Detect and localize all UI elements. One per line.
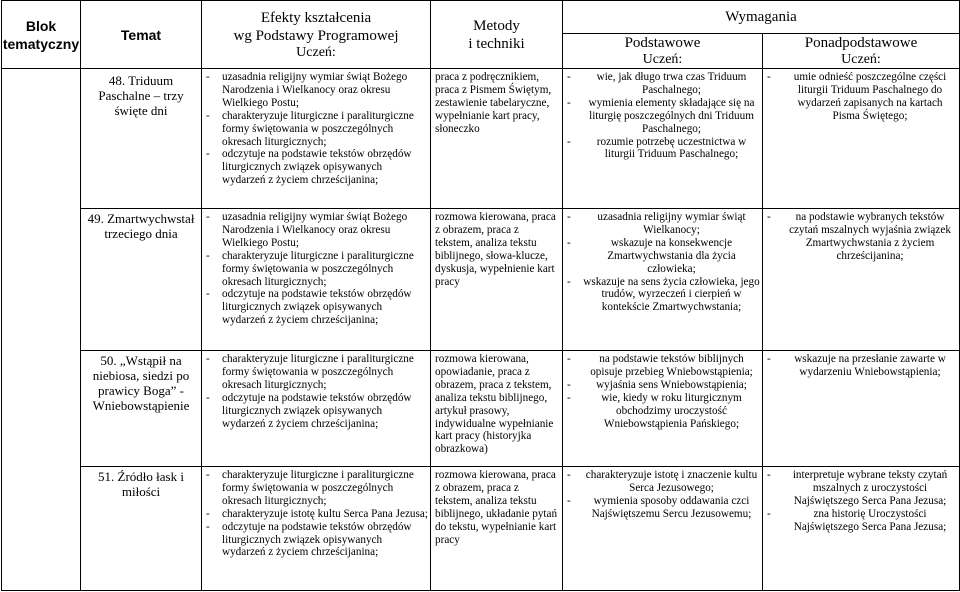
list-item: - interpretuje wybrane teksty czytań mszalnych z uroczystości Najświętszego Serca Pana Jezusa;: [765, 469, 957, 508]
header-wymagania: Wymagania: [563, 1, 960, 34]
ponad-list: [763, 209, 959, 263]
ponad-list: [763, 467, 959, 534]
efekty-cell: [202, 209, 431, 351]
efekty-list: [202, 209, 430, 327]
temat-cell: 50. „Wstąpił na niebiosa, siedzi po prawicy Boga” - Wniebowstąpienie: [81, 351, 202, 467]
podstawowe-cell: [563, 69, 763, 209]
metody-cell: rozmowa kierowana, praca z obrazem, praca z tekstem, analiza tekstu biblijnego, słowa-klucze, dyskusja, wypełnienie kart pracy: [431, 209, 563, 351]
table-row: [2, 209, 960, 351]
list-item: - wie, kiedy w roku liturgicznym obchodzimy uroczystość Wniebowstąpienia Pańskiego;: [565, 392, 760, 431]
list-item: - uzasadnia religijny wymiar świąt Wielkanocy;: [565, 211, 760, 237]
list-item: - na podstawie tekstów biblijnych opisuje przebieg Wniebowstąpienia;: [565, 353, 760, 379]
header-efekty: [202, 1, 431, 69]
ponad-cell: [763, 467, 960, 591]
list-item: - uzasadnia religijny wymiar świąt Bożego Narodzenia i Wielkanocy oraz okresu Wielkiego Postu;: [204, 211, 428, 250]
header-temat: Temat: [81, 1, 202, 69]
list-item: - na podstawie wybranych tekstów czytań mszalnych wyjaśnia związek Zmartwychwstania z życiem chrześcijanina;: [765, 211, 957, 263]
list-item: - charakteryzuje liturgiczne i paraliturgiczne formy świętowania w poszczególnych okresach liturgicznych;: [204, 469, 428, 508]
list-item: - odczytuje na podstawie tekstów obrzędów liturgicznych związek opisywanych wydarzeń z życiem chrześcijanina;: [204, 148, 428, 187]
list-item: - charakteryzuje istotę i znaczenie kultu Serca Jezusowego;: [565, 469, 760, 495]
temat-cell: 48. Triduum Paschalne – trzy święte dni: [81, 69, 202, 209]
efekty-list: [202, 467, 430, 559]
list-item: - charakteryzuje liturgiczne i paraliturgiczne formy świętowania w poszczególnych okresach liturgicznych;: [204, 110, 428, 149]
list-item: - umie odnieść poszczególne części liturgii Triduum Paschalnego do wydarzeń zapisanych na kartach Pisma Świętego;: [765, 71, 957, 123]
list-item: - zna historię Uroczystości Najświętszego Serca Pana Jezusa;: [765, 508, 957, 534]
header-podstawowe: [563, 34, 763, 69]
ponad-list: [763, 69, 959, 123]
header-ponad: [763, 34, 960, 69]
header-ponad-label: Ponadpodstawowe: [804, 35, 918, 51]
list-item: - wymienia elementy składające się na liturgię poszczególnych dni Triduum Paschalnego;: [565, 97, 760, 136]
podstawowe-cell: [563, 351, 763, 467]
header-podstawowe-label: Podstawowe: [624, 35, 701, 51]
header-podstawowe-uczen: Uczeń:: [642, 52, 683, 67]
ponad-cell: [763, 69, 960, 209]
temat-cell: 51. Źródło łask i miłości: [81, 467, 202, 591]
table-row: [2, 351, 960, 467]
list-item: - charakteryzuje liturgiczne i paraliturgiczne formy świętowania w poszczególnych okresach liturgicznych;: [204, 353, 428, 392]
table-body: [2, 69, 960, 591]
metody-cell: rozmowa kierowana, opowiadanie, praca z obrazem, praca z tekstem, analiza tekstu biblijnego, artykuł prasowy, indywidualne wypełnianie kart pracy (historyjka obrazkowa): [431, 351, 563, 467]
list-item: - wymienia sposoby oddawania czci Najświętszemu Sercu Jezusowemu;: [565, 495, 760, 521]
table-row: [2, 69, 960, 209]
metody-cell: rozmowa kierowana, praca z obrazem, praca z tekstem, analiza tekstu biblijnego, układanie pytań do tekstu, wypełnianie kart pracy: [431, 467, 563, 591]
podstawowe-cell: [563, 209, 763, 351]
list-item: - charakteryzuje istotę kultu Serca Pana Jezusa;: [204, 508, 428, 521]
podstawowe-cell: [563, 467, 763, 591]
list-item: - wie, jak długo trwa czas Triduum Paschalnego;: [565, 71, 760, 97]
header-efekty-line1: Efekty kształcenia: [260, 9, 372, 26]
metody-cell: praca z podręcznikiem, praca z Pismem Świętym, zestawienie tabelaryczne, wypełnianie kart pracy, słoneczko: [431, 69, 563, 209]
header-efekty-line2: wg Podstawy Programowej: [233, 27, 399, 44]
blok-cell: [2, 69, 81, 591]
list-item: - rozumie potrzebę uczestnictwa w liturgii Triduum Paschalnego;: [565, 136, 760, 162]
list-item: - odczytuje na podstawie tekstów obrzędów liturgicznych związek opisywanych wydarzeń z życiem chrześcijanina;: [204, 288, 428, 327]
header-metody-line1: Metody: [473, 17, 520, 34]
podstawowe-list: [563, 467, 762, 521]
table-row: [2, 467, 960, 591]
header-efekty-uczen: Uczeń:: [296, 44, 336, 60]
ponad-cell: [763, 209, 960, 351]
header-metody: [431, 1, 563, 69]
list-item: - wyjaśnia sens Wniebowstąpienia;: [565, 379, 760, 392]
temat-cell: 49. Zmartwychwstał trzeciego dnia: [81, 209, 202, 351]
ponad-list: [763, 351, 959, 379]
efekty-cell: [202, 351, 431, 467]
header-blok: Blok tematyczny: [2, 1, 81, 69]
list-item: - wskazuje na sens życia człowieka, jego trudów, wyrzeczeń i cierpień w kontekście Zmartwychwstania;: [565, 276, 760, 315]
list-item: - uzasadnia religijny wymiar świąt Bożego Narodzenia i Wielkanocy oraz okresu Wielkiego Postu;: [204, 71, 428, 110]
efekty-list: [202, 351, 430, 430]
header-metody-line2: i techniki: [468, 35, 525, 52]
ponad-cell: [763, 351, 960, 467]
efekty-cell: [202, 467, 431, 591]
curriculum-table: [1, 0, 960, 591]
list-item: - wskazuje na przesłanie zawarte w wydarzeniu Wniebowstąpienia;: [765, 353, 957, 379]
podstawowe-list: [563, 351, 762, 430]
header-ponad-uczen: Uczeń:: [841, 52, 881, 67]
list-item: - charakteryzuje liturgiczne i paraliturgiczne formy świętowania w poszczególnych okresach liturgicznych;: [204, 250, 428, 289]
podstawowe-list: [563, 209, 762, 314]
efekty-list: [202, 69, 430, 187]
list-item: - wskazuje na konsekwencje Zmartwychwstania dla życia człowieka;: [565, 237, 760, 276]
efekty-cell: [202, 69, 431, 209]
list-item: - odczytuje na podstawie tekstów obrzędów liturgicznych związek opisywanych wydarzeń z życiem chrześcijanina;: [204, 392, 428, 431]
podstawowe-list: [563, 69, 762, 161]
list-item: - odczytuje na podstawie tekstów obrzędów liturgicznych związek opisywanych wydarzeń z życiem chrześcijanina;: [204, 521, 428, 560]
